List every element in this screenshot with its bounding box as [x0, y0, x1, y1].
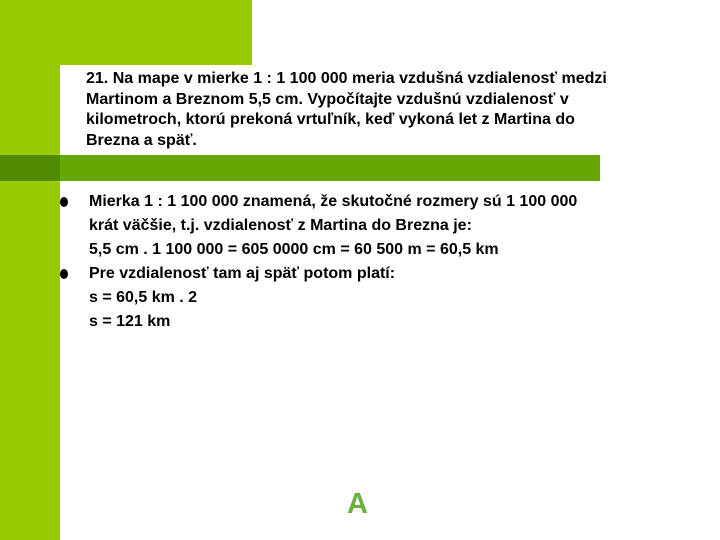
bullet-line: Pre vzdialenosť tam aj späť potom platí:: [89, 265, 396, 282]
bullet-item: [60, 262, 700, 334]
bullet-item: [60, 190, 700, 262]
corner-letter: A: [347, 488, 368, 520]
divider-dark-segment: [0, 155, 60, 181]
problem-line: 21. Na mape v mierke 1 : 1 100 000 meria vzdušná vzdialenosť medzi: [86, 70, 607, 87]
solution-bullets: [60, 190, 700, 334]
problem-statement: [86, 69, 686, 151]
problem-line: Martinom a Breznom 5,5 cm. Vypočítajte vzdušnú vzdialenosť v: [86, 90, 569, 108]
bullet-dot-icon: [60, 269, 68, 279]
top-accent-block: [60, 0, 252, 65]
title-divider-bar: [0, 155, 600, 181]
bullet-line: s = 60,5 km . 2: [89, 289, 198, 306]
left-accent-bar: [0, 0, 60, 540]
problem-line: kilometroch, ktorú prekoná vrtuľník, keď vykoná let z Martina do: [86, 111, 575, 128]
bullet-line: s = 121 km: [89, 313, 171, 330]
bullet-line: krát väčšie, t.j. vzdialenosť z Martina do Brezna je:: [89, 217, 472, 234]
problem-line: Brezna a späť.: [86, 131, 197, 149]
bullet-dot-icon: [60, 197, 68, 207]
bullet-line: Mierka 1 : 1 100 000 znamená, že skutočné rozmery sú 1 100 000: [89, 193, 578, 210]
bullet-line: 5,5 cm . 1 100 000 = 605 0000 cm = 60 500 m = 60,5 km: [89, 241, 499, 258]
